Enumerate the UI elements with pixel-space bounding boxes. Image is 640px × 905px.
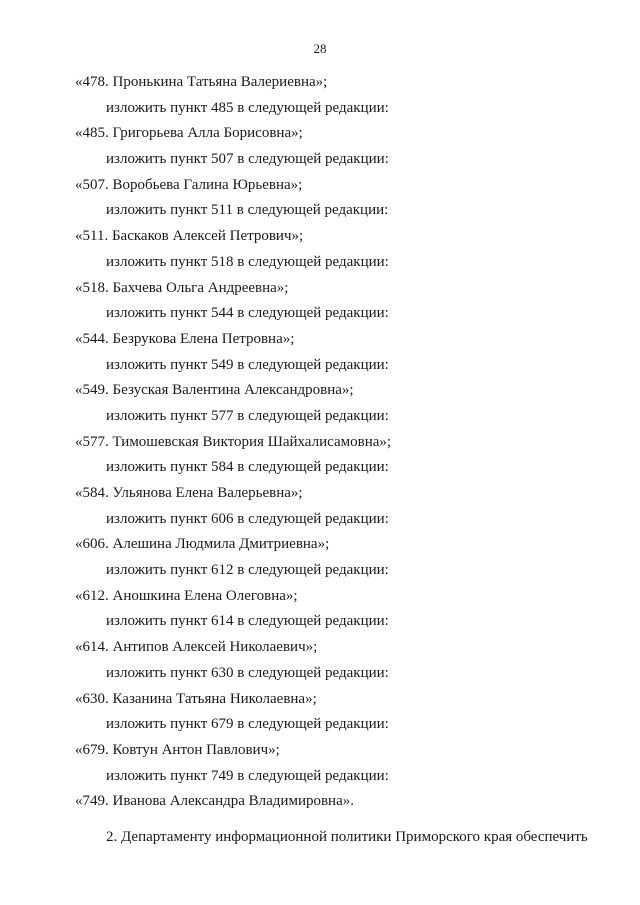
amendment-instruction: изложить пункт 679 в следующей редакции: (106, 716, 389, 733)
final-paragraph: 2. Департаменту информационной политики Приморского края обеспечить (106, 829, 588, 845)
list-entry: «478. Пронькина Татьяна Валериевна»; (75, 74, 328, 90)
list-entry: «749. Иванова Александра Владимировна». (75, 793, 354, 810)
amendment-instruction: изложить пункт 584 в следующей редакции: (106, 459, 389, 476)
page-number: 28 (313, 41, 327, 56)
list-entry: «549. Безуская Валентина Александровна»; (75, 382, 354, 399)
amendment-instruction: изложить пункт 544 в следующей редакции: (106, 305, 389, 322)
amendment-instruction: изложить пункт 630 в следующей редакции: (106, 664, 389, 681)
amendment-instruction: изложить пункт 485 в следующей редакции: (106, 99, 389, 116)
amendment-instruction: изложить пункт 577 в следующей редакции: (106, 407, 389, 424)
list-entry: «614. Антипов Алексей Николаевич»; (75, 639, 318, 656)
list-entry: «679. Ковтун Антон Павлович»; (75, 741, 280, 758)
list-entry: «511. Баскаков Алексей Петрович»; (75, 228, 304, 245)
list-entry: «630. Казанина Татьяна Николаевна»; (75, 690, 317, 707)
amendment-list (0, 70, 640, 815)
list-entry: «584. Ульянова Елена Валерьевна»; (75, 485, 303, 501)
list-entry: «518. Бахчева Ольга Андреевна»; (75, 279, 289, 296)
amendment-instruction: изложить пункт 614 в следующей редакции: (106, 613, 389, 630)
list-entry: «485. Григорьева Алла Борисовна»; (75, 125, 303, 142)
amendment-instruction: изложить пункт 749 в следующей редакции: (106, 767, 389, 784)
amendment-instruction: изложить пункт 549 в следующей редакции: (106, 356, 389, 373)
list-entry: «507. Воробьева Галина Юрьевна»; (75, 176, 303, 193)
amendment-instruction: изложить пункт 507 в следующей редакции: (106, 151, 389, 168)
list-entry: «606. Алешина Людмила Дмитриевна»; (75, 536, 330, 553)
amendment-instruction: изложить пункт 511 в следующей редакции: (106, 202, 389, 219)
amendment-instruction: изложить пункт 606 в следующей редакции: (106, 510, 389, 527)
amendment-instruction: изложить пункт 518 в следующей редакции: (106, 253, 389, 270)
list-entry: «544. Безрукова Елена Петровна»; (75, 330, 295, 347)
list-entry: «577. Тимошевская Виктория Шайхалисамовна»; (75, 433, 392, 450)
list-entry: «612. Аношкина Елена Олеговна»; (75, 587, 298, 604)
amendment-instruction: изложить пункт 612 в следующей редакции: (106, 562, 389, 579)
